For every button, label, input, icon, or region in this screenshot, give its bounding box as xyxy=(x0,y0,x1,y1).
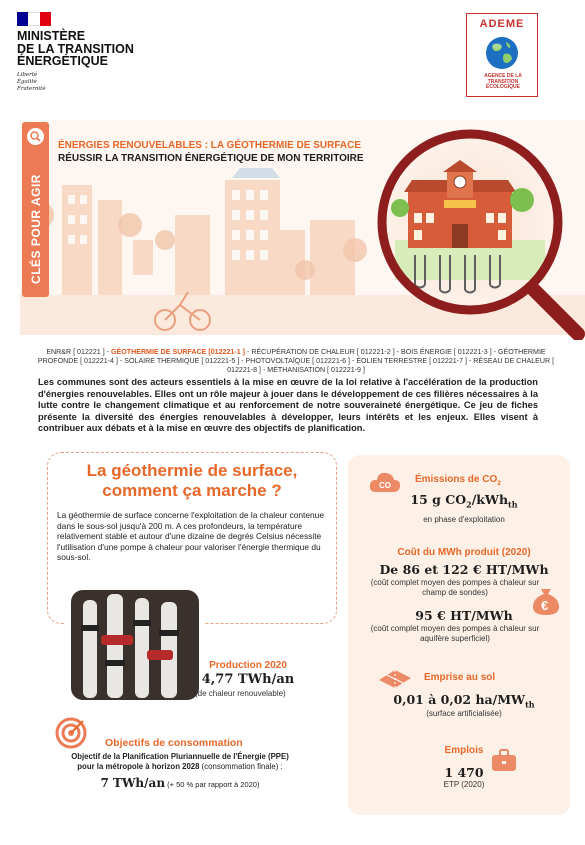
jobs-label: Emplois xyxy=(444,745,484,756)
ministry-name xyxy=(17,30,134,68)
objectives-description xyxy=(70,752,290,771)
emissions-label-main: Émissions de CO xyxy=(415,474,498,485)
ministry-line-1: MINISTÈRE xyxy=(17,29,86,43)
how-it-works-text: La géothermie de surface concerne l'exploitation de la chaleur contenue dans le sous-sol jusqu'à 200 m. A ces profondeurs, la température relativement stable et autour d'une dizaine de degrés Celsius nécessite l'utilisation d'une pompe à chaleur pour valoriser l'énergie thermique du sous-sol. xyxy=(57,510,324,563)
magnifier-icon xyxy=(27,128,44,145)
cost-note-1: (coût complet moyen des pompes à chaleur sur champ de sondes) xyxy=(370,578,540,597)
cost-value-2: 95 € HT/MWh xyxy=(415,608,513,623)
production-note: (de chaleur renouvelable) xyxy=(195,689,286,698)
cost-value-1: De 86 et 122 € HT/MWh xyxy=(379,562,549,577)
ground-value xyxy=(365,692,563,710)
ademe-subtitle-3: ÉCOLOGIQUE xyxy=(486,84,520,90)
ground-value-sub: th xyxy=(525,699,535,710)
page-title: ÉNERGIES RENOUVELABLES : LA GÉOTHERMIE DE SURFACE xyxy=(58,140,361,151)
how-it-works-title-line-1: La géothermie de surface, xyxy=(86,461,298,480)
republic-motto xyxy=(17,72,46,93)
objectives-description-main: Objectif de la Planification Pluriannuelle de l'Énergie (PPE) pour la métropole à horizon 2028 xyxy=(71,752,289,771)
intro-paragraph: Les communes sont des acteurs essentiels à la mise en œuvre de la loi relative à l'accélération de la production d'énergies renouvelables. Elles ont un rôle majeur à jouer dans le développement de ces filières nécessaires à la lutte contre le changement climatique et au renforcement de notre souveraineté énergétique. Ce jeu de fiches présente la diversité des énergies renouvelables à développer, leurs intérêts et les enjeux. Elles visent à contribuer aux débats et à la mise en œuvre des objectifs de planification. xyxy=(38,377,538,434)
objectives-value xyxy=(70,776,290,790)
codes-after: - RÉCUPÉRATION DE CHALEUR [ 012221-2 ] - BOIS ÉNERGIE [ 012221-3 ] - GÉOTHERMIE PROFONDE [ 012221-4 ] - SOLAIRE THERMIQUE [ 012221-5 ] - PHOTOVOLTAÏQUE [ 012221-6 ] - ÉOLIEN TERRESTRE [ 012221-7 ] - RÉSEAU DE CHALEUR [ 012221-8 ] - MÉTHANISATION [ 012221-9 ] xyxy=(37,348,555,374)
objectives-value-note: (+ 50 % par rapport à 2020) xyxy=(165,780,260,789)
page-subtitle: RÉUSSIR LA TRANSITION ÉNERGÉTIQUE DE MON TERRITOIRE xyxy=(58,153,364,164)
globe-icon xyxy=(485,36,519,70)
heat-pump-pipes-photo xyxy=(65,580,205,708)
emissions-value xyxy=(365,492,563,510)
how-it-works-title-line-2: comment ça marche ? xyxy=(102,481,282,500)
ademe-subtitle-2: TRANSITION xyxy=(487,78,519,85)
emissions-value-sub-2: th xyxy=(508,499,518,510)
category-codes xyxy=(27,348,565,375)
cost-note-2: (coût complet moyen des pompes à chaleur sur aquifère superficiel) xyxy=(370,624,540,643)
ministry-line-3: ÉNERGÉTIQUE xyxy=(17,54,108,68)
ademe-logo xyxy=(466,13,538,97)
motto-egalite: Égalité xyxy=(17,79,37,85)
ground-value-main: 0,01 à 0,02 ha/MW xyxy=(393,692,526,707)
ground-label: Emprise au sol xyxy=(424,672,496,683)
motto-liberte: Liberté xyxy=(17,72,38,78)
emissions-note: en phase d'exploitation xyxy=(423,515,505,524)
euro-icon-text: € xyxy=(541,598,549,613)
ademe-subtitle-1: AGENCE DE LA xyxy=(484,73,522,79)
emissions-label-sub: 2 xyxy=(497,480,501,487)
objectives-value-main: 7 TWh/an xyxy=(100,776,166,790)
side-tab-label: CLÉS POUR AGIR xyxy=(28,174,43,284)
objectives-label: Objectifs de consommation xyxy=(105,737,243,749)
side-tab xyxy=(22,122,49,297)
jobs-note: ETP (2020) xyxy=(443,780,485,789)
production-value: 4,77 TWh/an xyxy=(201,672,295,687)
emissions-value-main: 15 g CO xyxy=(410,492,467,507)
codes-highlight: GÉOTHERMIE DE SURFACE [012221-1 ] xyxy=(110,348,246,356)
motto-fraternite: Fraternité xyxy=(17,86,46,92)
codes-before: ENR&R [ 012221 ] - xyxy=(46,348,111,356)
cost-label: Coût du MWh produit (2020) xyxy=(397,547,531,558)
marianne-flag-logo xyxy=(17,12,51,26)
how-it-works-title xyxy=(48,461,336,501)
co2-icon-text: CO xyxy=(379,481,391,490)
emissions-value-sub-1: 2 xyxy=(466,499,472,510)
land-area-icon xyxy=(377,666,413,692)
ground-note: (surface artificialisée) xyxy=(426,709,502,718)
emissions-value-unit: /kWh xyxy=(471,492,509,507)
emissions-label xyxy=(415,474,501,487)
production-label: Production 2020 xyxy=(209,660,287,671)
ademe-subtitle xyxy=(469,74,537,91)
target-icon xyxy=(55,717,87,749)
ademe-name: ADEME xyxy=(479,18,525,30)
jobs-value: 1 470 xyxy=(444,765,484,780)
ministry-line-2: DE LA TRANSITION xyxy=(17,41,134,56)
objectives-description-suffix: (consommation finale) : xyxy=(199,761,283,771)
